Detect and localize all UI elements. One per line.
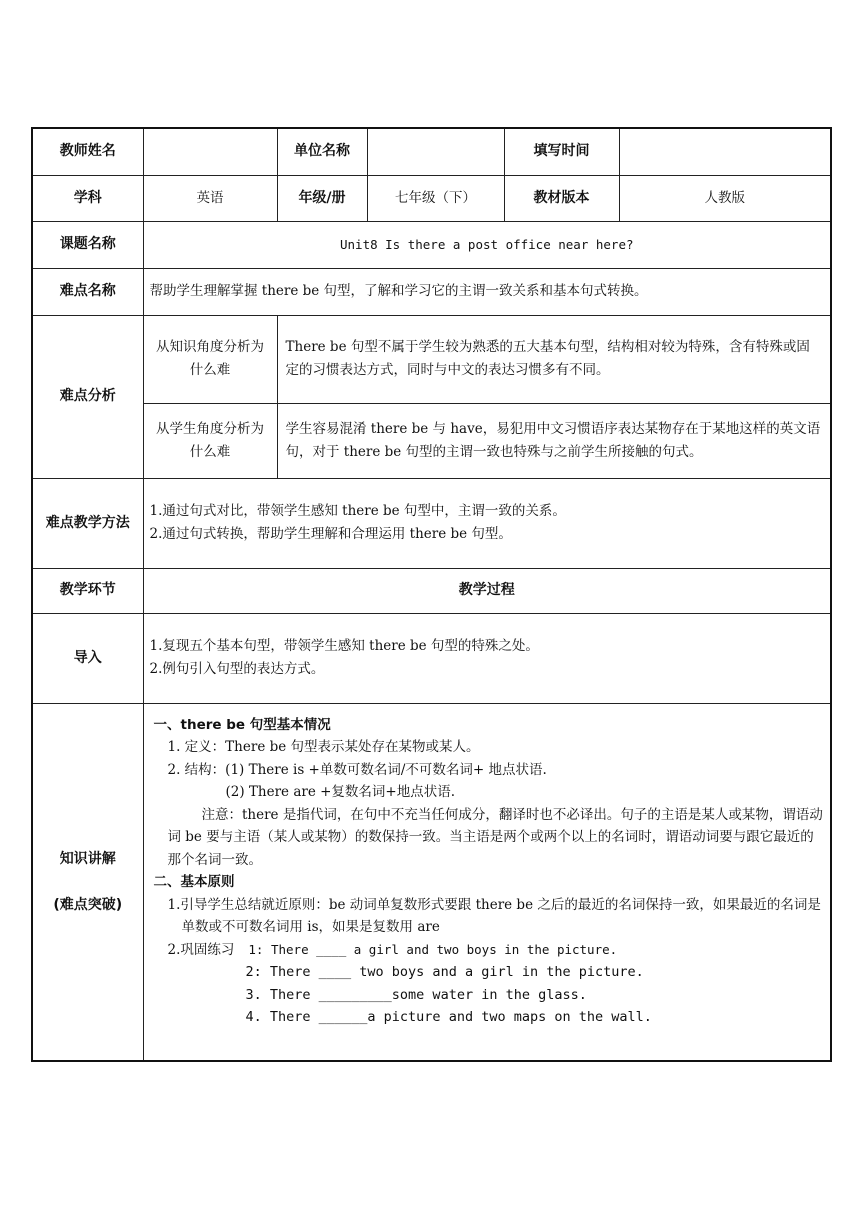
edition-label: 教材版本 <box>504 175 619 221</box>
student-angle-label: 从学生角度分析为什么难 <box>143 403 277 478</box>
exercise-2: 2: There ____ two boys and a girl in the picture. <box>245 964 644 980</box>
method-content <box>143 478 831 568</box>
stage-label: 教学环节 <box>32 568 143 613</box>
fill-time-value <box>619 128 831 175</box>
intro-line-1: 1.复现五个基本句型，带领学生感知 there be 句型的特殊之处。 <box>149 638 539 654</box>
exercise-4: 4. There ______a picture and two maps on the wall. <box>245 1009 652 1025</box>
knowledge-row <box>32 703 831 1061</box>
note-paragraph: 注意：there 是指代词，在句中不充当任何成分，翻译时也不必译出。句子的主语是某人或某物，谓语动词 be 要与主语（某人或某物）的数保持一致。当主语是两个或两个以上的名词时，谓语动词要与跟它最近的那个名词一致。 <box>167 806 823 868</box>
topic-label: 课题名称 <box>32 221 143 268</box>
edition-value: 人教版 <box>619 175 831 221</box>
structure-line-2: (2) There are +复数名词+地点状语. <box>225 784 456 800</box>
subject-label: 学科 <box>32 175 143 221</box>
process-label: 教学过程 <box>143 568 831 613</box>
knowledge-sublabel: (难点突破) <box>53 896 123 913</box>
unit-name-label: 单位名称 <box>277 128 367 175</box>
topic-row <box>32 221 831 268</box>
practice-label: 2.巩固练习 <box>167 941 235 958</box>
teacher-name-label: 教师姓名 <box>32 128 143 175</box>
header-row-1 <box>32 128 831 175</box>
difficulty-label: 难点名称 <box>32 268 143 315</box>
method-line-2: 2.通过句式转换，帮助学生理解和合理运用 there be 句型。 <box>149 526 512 542</box>
intro-content <box>143 613 831 703</box>
subject-value: 英语 <box>143 175 277 221</box>
process-header-row <box>32 568 831 613</box>
method-line-1: 1.通过句式对比，带领学生感知 there be 句型中，主谓一致的关系。 <box>149 503 566 519</box>
method-label: 难点教学方法 <box>32 478 143 568</box>
structure-line-1: 2. 结构：(1) There is +单数可数名词/不可数名词+ 地点状语. <box>167 761 547 778</box>
principle-paragraph: 1.引导学生总结就近原则：be 动词单复数形式要跟 there be 之后的最近的名词保持一致，如果最近的名词是单数或不可数名词用 is，如果是复数用 are <box>167 896 821 935</box>
knowledge-label: 知识讲解 <box>59 850 116 867</box>
teacher-name-value <box>143 128 277 175</box>
method-row <box>32 478 831 568</box>
exercise-1: 1: There ____ a girl and two boys in the picture. <box>248 941 618 957</box>
analysis-row-student <box>32 403 831 478</box>
analysis-label: 难点分析 <box>32 315 143 478</box>
lesson-plan-table <box>31 127 832 1062</box>
definition-line: 1. 定义：There be 句型表示某处存在某物或某人。 <box>167 739 480 755</box>
knowledge-content <box>143 703 831 1061</box>
header-row-2 <box>32 175 831 221</box>
exercise-line-1 <box>154 939 825 962</box>
intro-line-2: 2.例句引入句型的表达方式。 <box>149 661 325 677</box>
grade-label: 年级/册 <box>277 175 367 221</box>
lesson-plan-sheet <box>31 127 830 1062</box>
intro-label: 导入 <box>32 613 143 703</box>
section-2-title: 二、基本原则 <box>153 874 235 890</box>
student-angle-text: 学生容易混淆 there be 与 have，易犯用中文习惯语序表达某物存在于某地这样的英文语句，对于 there be 句型的主谓一致也特殊与之前学生所接触的句式。 <box>277 403 831 478</box>
topic-value: Unit8 Is there a post office near here? <box>143 221 831 268</box>
fill-time-label: 填写时间 <box>504 128 619 175</box>
grade-value: 七年级（下） <box>367 175 504 221</box>
exercise-3: 3. There _________some water in the glass. <box>245 986 587 1003</box>
knowledge-angle-label: 从知识角度分析为什么难 <box>143 315 277 403</box>
difficulty-value: 帮助学生理解掌握 there be 句型，了解和学习它的主谓一致关系和基本句式转换。 <box>143 268 831 315</box>
analysis-row-knowledge <box>32 315 831 403</box>
intro-row <box>32 613 831 703</box>
section-1-title: 一、there be 句型基本情况 <box>153 716 331 733</box>
knowledge-label-cell <box>32 703 143 1061</box>
knowledge-angle-text: There be 句型不属于学生较为熟悉的五大基本句型，结构相对较为特殊，含有特殊或固定的习惯表达方式，同时与中文的表达习惯多有不同。 <box>277 315 831 403</box>
unit-name-value <box>367 128 504 175</box>
difficulty-row <box>32 268 831 315</box>
